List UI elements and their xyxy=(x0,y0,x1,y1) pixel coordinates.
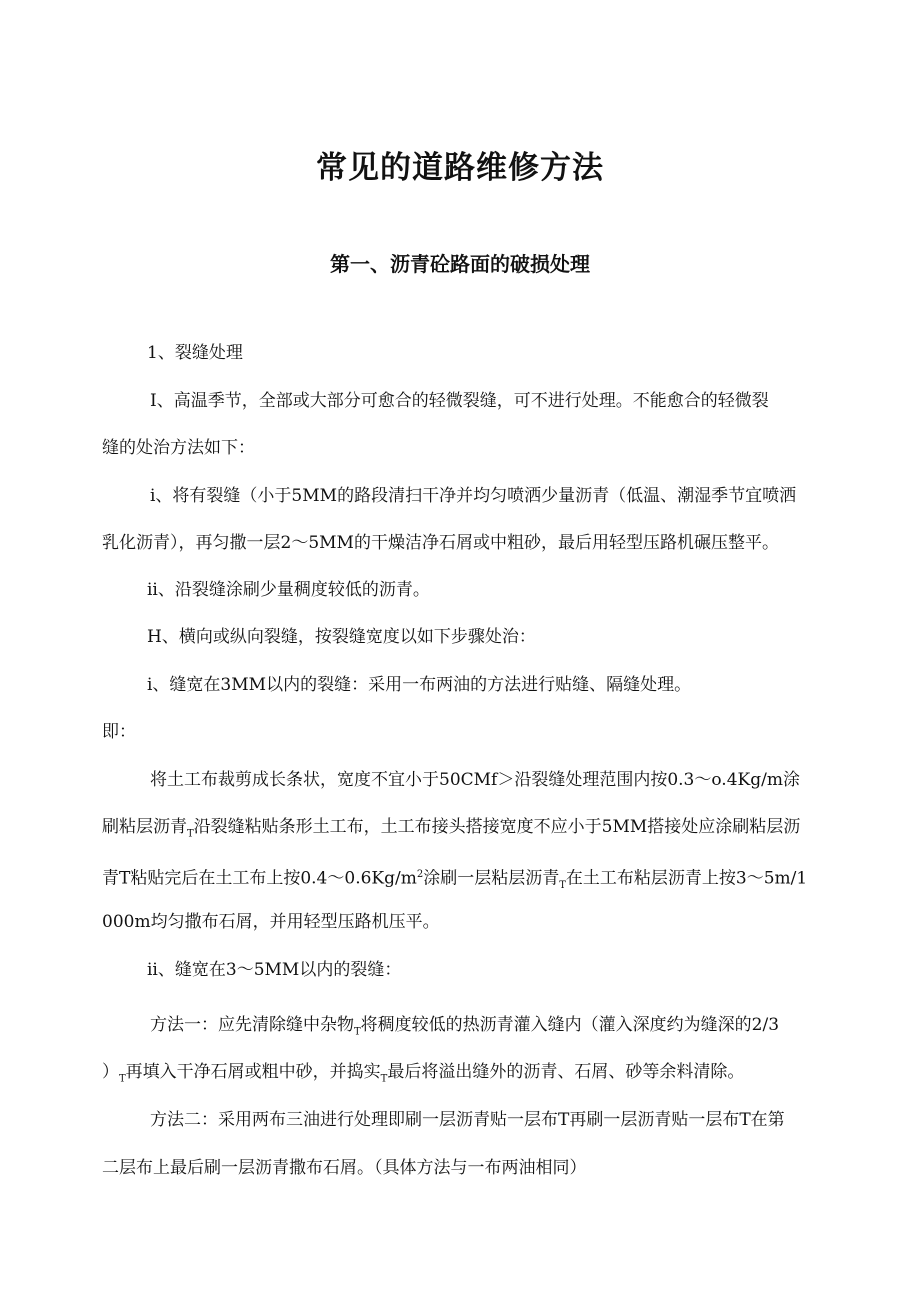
paragraph-line: H、横向或纵向裂缝，按裂缝宽度以如下步骤处治： xyxy=(147,627,536,647)
text-run: ） xyxy=(102,1062,119,1082)
paragraph-line: 二层布上最后刷一层沥青撒布石屑。（具体方法与一布两油相同） xyxy=(102,1158,587,1178)
text-run: 再填入干净石屑或粗中砂，并捣实 xyxy=(125,1062,381,1082)
text-run: 沿裂缝粘贴条形土工布，土工布接头搭接宽度不应小于5MM搭接处应涂刷粘层沥 xyxy=(193,817,801,837)
paragraph-line xyxy=(102,863,807,898)
superscript-mark: 2 xyxy=(416,869,424,880)
subscript-mark: T xyxy=(354,1026,361,1038)
text-run: 在土工布粘层沥青上按3～5m/1 xyxy=(565,868,808,889)
paragraph-line: 方法二：采用两布三油进行处理即刷一层沥青贴一层布T再刷一层沥青贴一层布T在第 xyxy=(150,1110,785,1130)
paragraph-line xyxy=(150,1013,779,1044)
subscript-mark: T xyxy=(559,880,566,892)
text-run: 青T粘贴完后在土工布上按0.4～0.6Kg/m xyxy=(102,868,417,889)
page-title: 常见的道路维修方法 xyxy=(316,150,604,186)
subsection-heading: 1、裂缝处理 xyxy=(147,343,243,363)
paragraph-line: ii、缝宽在3～5MM以内的裂缝： xyxy=(147,960,402,980)
paragraph-line: 000m均匀撒布石屑，并用轻型压路机压平。 xyxy=(102,912,440,932)
text-run: 涂刷一层粘层沥青 xyxy=(423,868,560,889)
text-run: 刷粘层沥青 xyxy=(102,817,187,837)
text-run: 方法一：应先清除缝中杂物 xyxy=(150,1015,354,1035)
paragraph-line: 即： xyxy=(102,722,136,742)
subscript-mark: T xyxy=(187,828,194,840)
paragraph-line xyxy=(102,1060,744,1091)
paragraph-line: 将土工布裁剪成长条状，宽度不宜小于50CMf＞沿裂缝处理范围内按0.3～o.4Kg/m涂 xyxy=(150,770,800,790)
paragraph-line: i、将有裂缝（小于5MM的路段清扫干净并均匀喷洒少量沥青（低温、潮湿季节宜喷洒 xyxy=(150,486,797,506)
subscript-mark: T xyxy=(380,1073,388,1085)
subscript-mark: T xyxy=(119,1073,126,1085)
paragraph-line: ii、沿裂缝涂刷少量稠度较低的沥青。 xyxy=(147,580,430,600)
text-run: 最后将溢出缝外的沥青、石屑、砂等余料清除。 xyxy=(387,1062,745,1082)
text-run: 将稠度较低的热沥青灌入缝内（灌入深度约为缝深的2/3 xyxy=(360,1015,780,1035)
paragraph-line: i、缝宽在3MM以内的裂缝：采用一布两油的方法进行贴缝、隔缝处理。 xyxy=(147,675,692,695)
paragraph-line xyxy=(102,815,800,846)
paragraph-line: 缝的处治方法如下： xyxy=(102,438,255,458)
paragraph-line: I、高温季节，全部或大部分可愈合的轻微裂缝，可不进行处理。不能愈合的轻微裂 xyxy=(150,391,769,411)
paragraph-line: 乳化沥青），再匀撒一层2～5MM的干燥洁净石屑或中粗砂，最后用轻型压路机碾压整平。 xyxy=(102,533,779,553)
section-heading: 第一、沥青砼路面的破损处理 xyxy=(330,252,590,276)
